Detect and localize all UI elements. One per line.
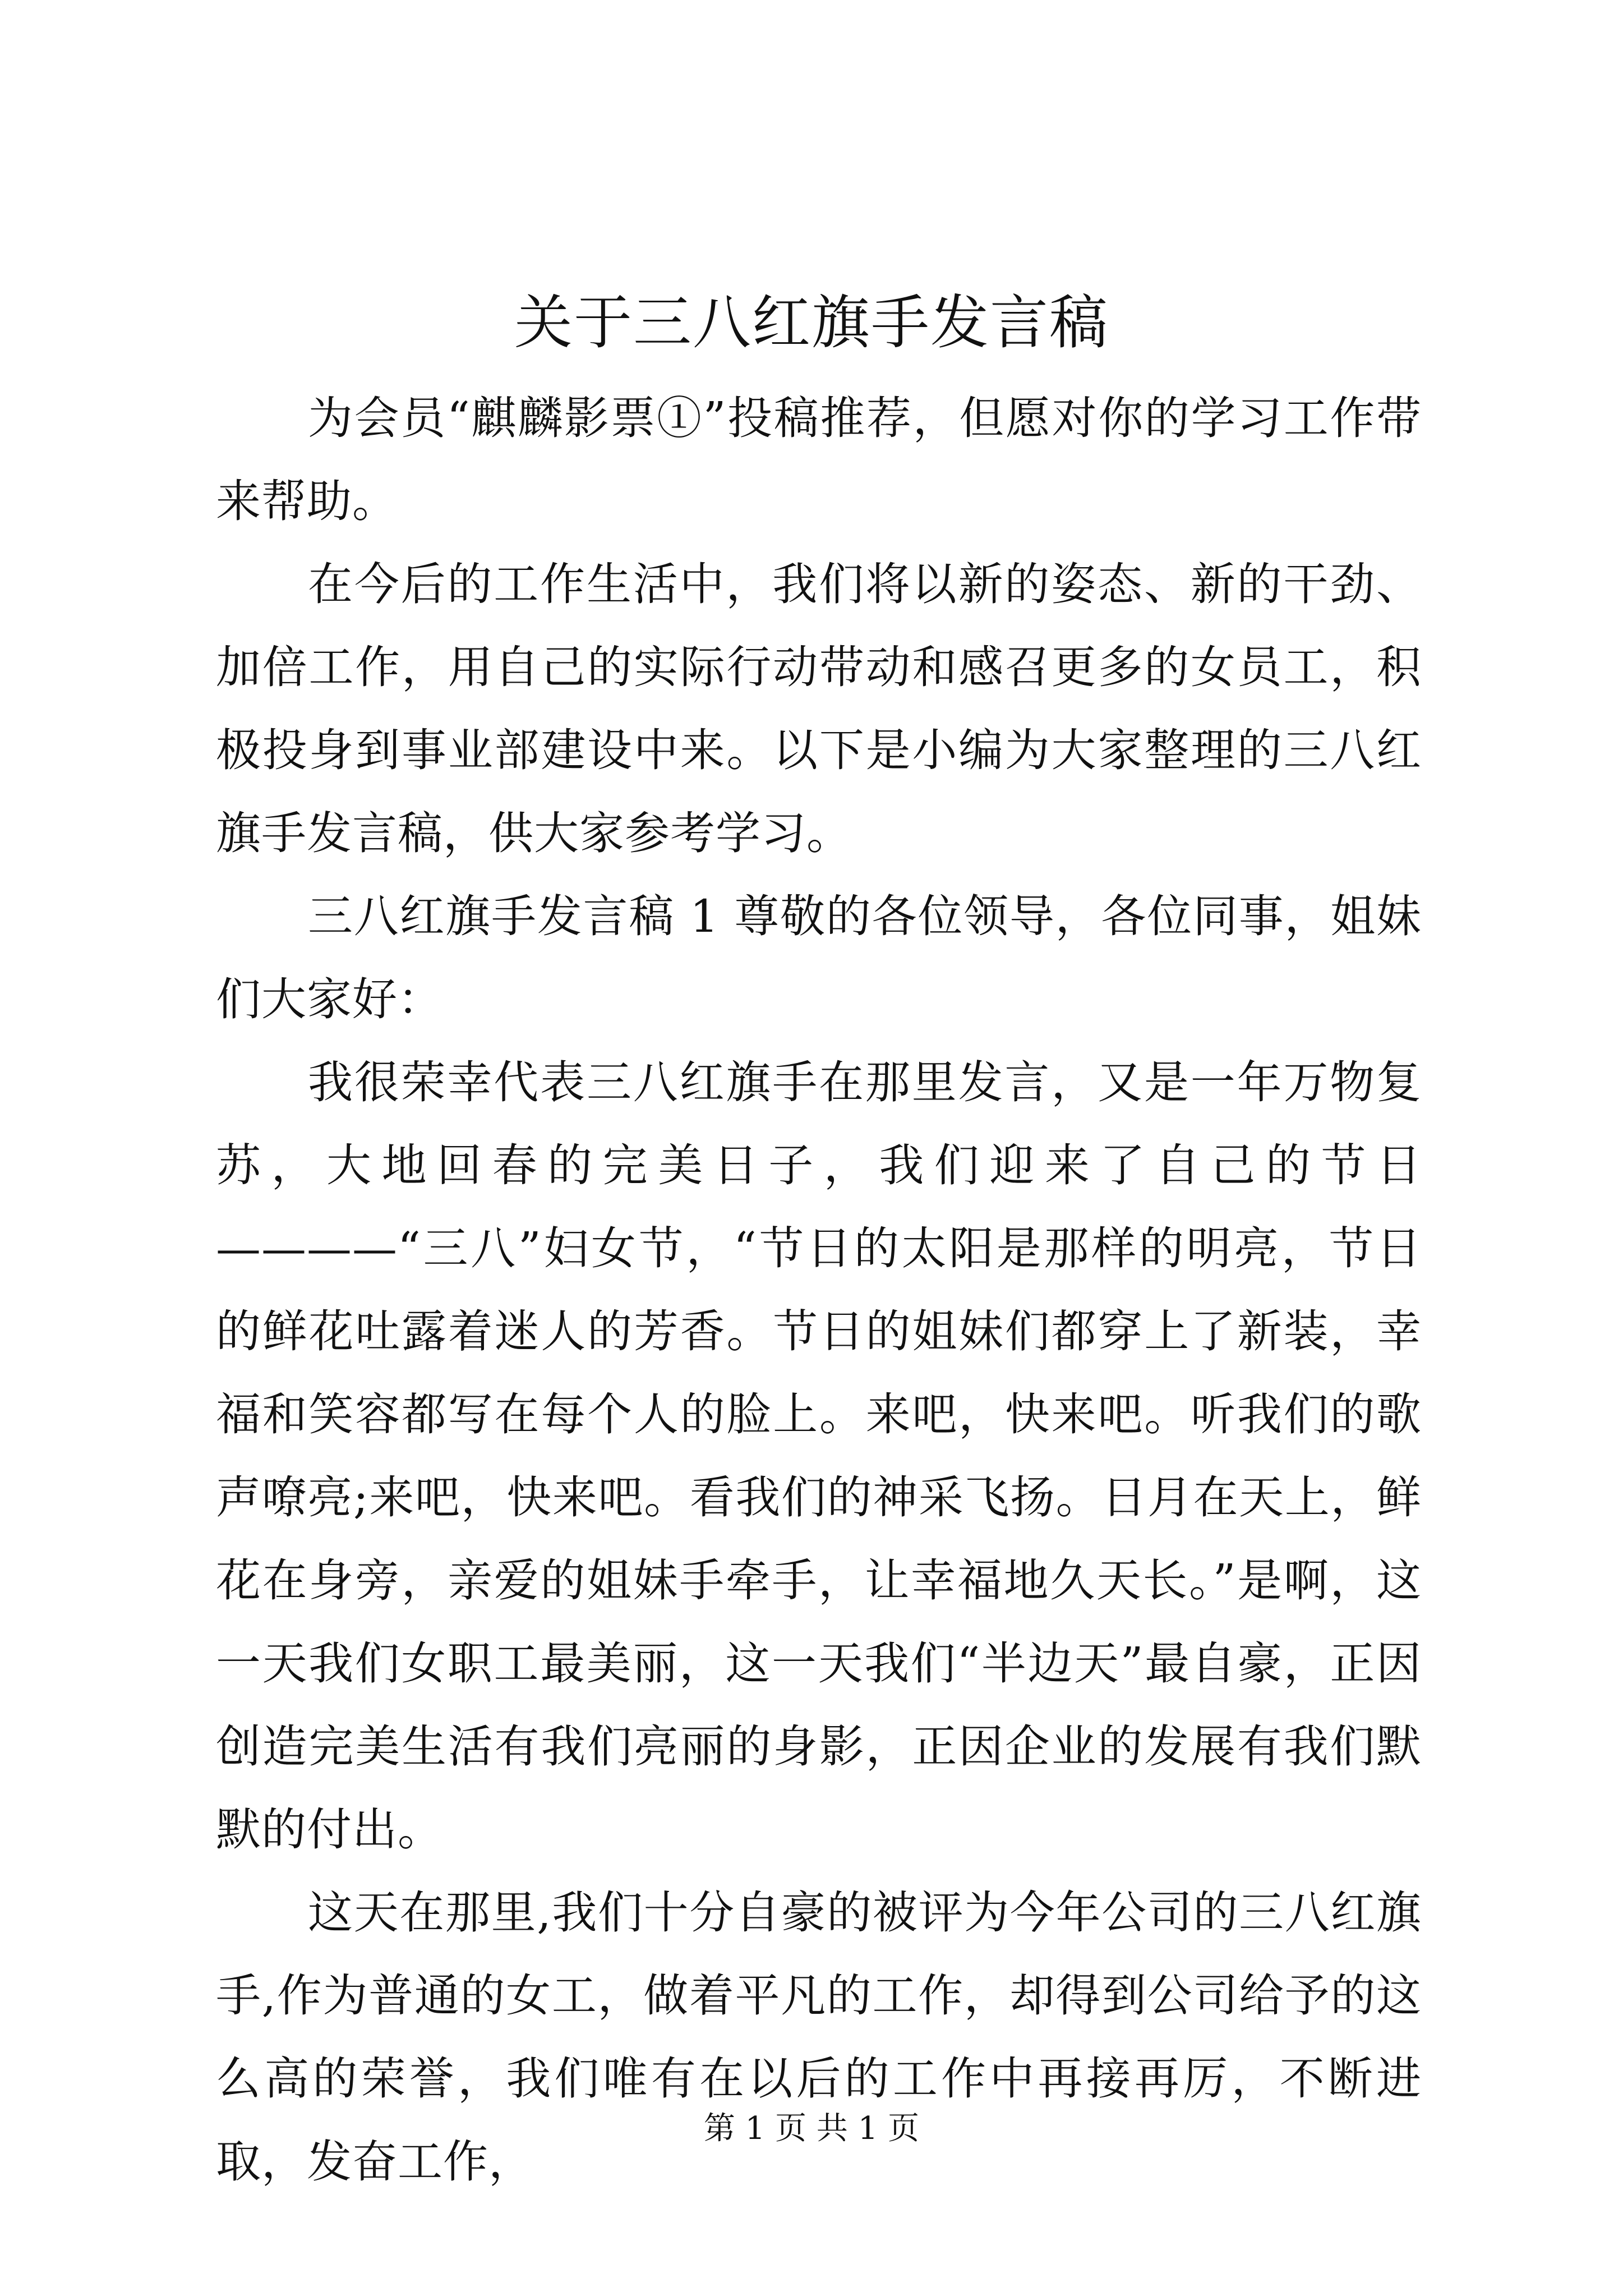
paragraph-greeting: 三八红旗手发言稿 1 尊敬的各位领导，各位同事，姐妹们大家好： bbox=[216, 890, 1422, 1025]
page-footer: 第 1 页 共 1 页 bbox=[703, 2110, 920, 2147]
paragraph-speech-honor: 这天在那里,我们十分自豪的被评为今年公司的三八红旗手,作为普通的女工，做着平凡的工作，却得到公司给予的这么高的荣誉，我们唯有在以后的工作中再接再厉，不断进取，发奋工作， bbox=[216, 1887, 1422, 2188]
document-title: 关于三八红旗手发言稿 bbox=[514, 288, 1109, 357]
document-body bbox=[216, 377, 1422, 2203]
paragraph-speech-main: 我很荣幸代表三八红旗手在那里发言，又是一年万物复苏，大地回春的完美日子，我们迎来了自己的节日————“三八”妇女节，“节日的太阳是那样的明亮，节日的鲜花吐露着迷人的芳香。节日的姐妹们都穿上了新装，幸福和笑容都写在每个人的脸上。来吧，快来吧。听我们的歌声嘹亮;来吧，快来吧。看我们的神采飞扬。日月在天上，鲜花在身旁，亲爱的姐妹手牵手，让幸福地久天长。”是啊，这一天我们女职工最美丽，这一天我们“半边天”最自豪，正因创造完美生活有我们亮丽的身影，正因企业的发展有我们默默的付出。 bbox=[216, 1056, 1422, 1856]
paragraph-summary: 在今后的工作生活中，我们将以新的姿态、新的干劲、加倍工作，用自己的实际行动带动和感召更多的女员工，积极投身到事业部建设中来。以下是小编为大家整理的三八红旗手发言稿，供大家参考学习。 bbox=[216, 558, 1422, 859]
paragraph-intro: 为会员“麒麟影票①”投稿推荐，但愿对你的学习工作带来帮助。 bbox=[216, 392, 1422, 527]
